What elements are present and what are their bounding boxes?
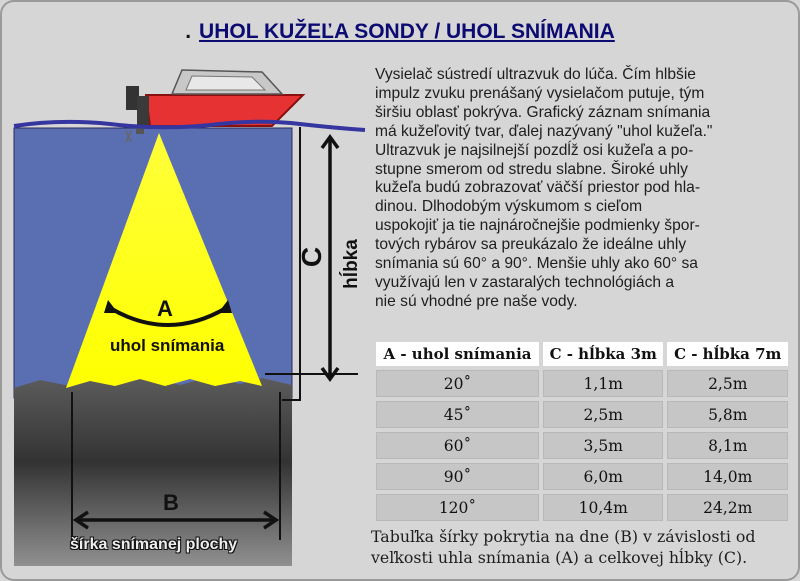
description-text: Vysielač sústredí ultrazvuk do lúča. Čím hlbšie impulz zvuku prenášaný vysielačom putuje, tým širšiu oblasť pokrýva. Grafický záznam snímania má kužeľovitý tvar, ďalej nazývaný "uhol kužeľa." Ultrazvuk je najsilnejší pozdĺž osi kužeľa a po- stupne smerom od stredu slabne. Široké uhly kužeľa budú zobrazovať väčší priestor pod hla- dinou. Dlhodobým výskumom s cieľom uspokojiť ja tie najnáročnejšie podmienky špor- tových rybárov sa preukázalo že ideálne uhly snímania sú 60° a 90°. Menšie uhly ako 60° sa využívajú len v zastaralých technológiách a nie sú vhodné pre naše vody. bbox=[375, 66, 713, 310]
table-row bbox=[376, 370, 788, 397]
table-cell: 6,0m bbox=[543, 463, 664, 490]
table-cell: 1,1m bbox=[543, 370, 664, 397]
title-bullet: . bbox=[185, 20, 192, 43]
table-cell: 5,8m bbox=[667, 401, 788, 428]
table-cell: 120˚ bbox=[376, 494, 539, 521]
label-b-text: šírka snímanej plochy bbox=[70, 536, 238, 553]
table-row bbox=[376, 432, 788, 459]
column-header-angle: A - uhol snímania bbox=[376, 342, 539, 366]
table-cell: 2,5m bbox=[543, 401, 664, 428]
label-b: B bbox=[163, 490, 179, 515]
label-c-text: hĺbka bbox=[341, 239, 362, 289]
table-caption: Tabuľka šírky pokrytia na dne (B) v závislosti od veľkosti uhla snímania (A) a celkovej hĺbky (C). bbox=[371, 527, 756, 567]
table-row bbox=[376, 463, 788, 490]
table-cell: 24,2m bbox=[667, 494, 788, 521]
table-row bbox=[376, 494, 788, 521]
column-header-depth-7m: C - hĺbka 7m bbox=[667, 342, 788, 366]
label-a: A bbox=[157, 296, 173, 321]
column-header-depth-3m: C - hĺbka 3m bbox=[543, 342, 664, 366]
title-text: UHOL KUŽEĽA SONDY / UHOL SNÍMANIA bbox=[199, 20, 615, 43]
table-cell: 14,0m bbox=[667, 463, 788, 490]
table-cell: 2,5m bbox=[667, 370, 788, 397]
table-cell: 8,1m bbox=[667, 432, 788, 459]
label-c: C bbox=[296, 246, 327, 268]
table-cell: 3,5m bbox=[543, 432, 664, 459]
table-cell: 60˚ bbox=[376, 432, 539, 459]
coverage-table bbox=[372, 338, 792, 525]
table-cell: 20˚ bbox=[376, 370, 539, 397]
label-a-text: uhol snímania bbox=[110, 336, 225, 355]
table-header-row bbox=[376, 342, 788, 366]
table-row bbox=[376, 401, 788, 428]
table-cell: 90˚ bbox=[376, 463, 539, 490]
table-cell: 10,4m bbox=[543, 494, 664, 521]
table-cell: 45˚ bbox=[376, 401, 539, 428]
